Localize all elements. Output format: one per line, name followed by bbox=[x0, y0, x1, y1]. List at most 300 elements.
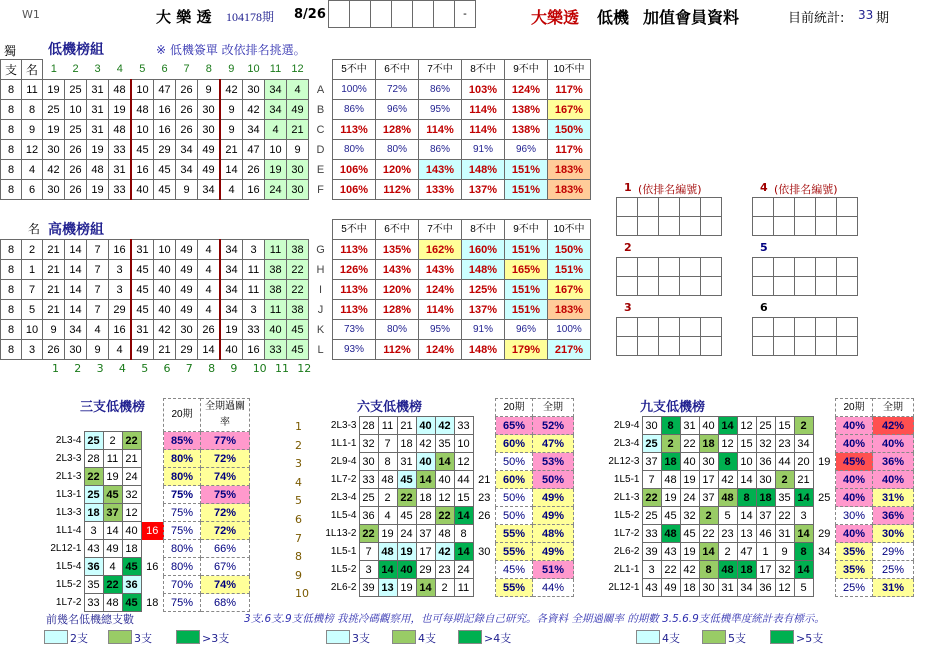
number-cell: 48 bbox=[718, 489, 737, 507]
grid-number: 29 bbox=[154, 140, 176, 160]
input-box[interactable] bbox=[392, 1, 413, 28]
row-letter: B bbox=[316, 103, 325, 116]
low-rank-table bbox=[317, 398, 574, 597]
row-label: 1L1-1 bbox=[330, 437, 357, 449]
number-cell: 14 bbox=[794, 525, 813, 543]
number-cell: 34 bbox=[794, 435, 813, 453]
pct-cell: 183% bbox=[548, 300, 591, 320]
spacer bbox=[397, 399, 416, 417]
pct-cell: 167% bbox=[548, 280, 591, 300]
grid-number: 29 bbox=[176, 340, 198, 360]
number-cell: 8 bbox=[661, 417, 680, 435]
footer-right-note: 3支.6支.9支低機榜 我挑冷碼觀察用，也可每期記錄自己研究。各資料 全期過關率 的期數 3.5.6.9支低機準度統計表有標示。 bbox=[244, 613, 825, 625]
pct-cell: 167% bbox=[548, 100, 591, 120]
pct-header: 8不中 bbox=[462, 220, 505, 240]
input-box[interactable] bbox=[434, 1, 455, 28]
pick-box-cell bbox=[774, 198, 795, 217]
row-letter: J bbox=[317, 303, 324, 316]
table-title: 六支低機榜 bbox=[357, 400, 423, 415]
number-cell: 22 bbox=[661, 561, 680, 579]
pct-all: 74% bbox=[201, 468, 250, 486]
number-cell: 42 bbox=[435, 417, 454, 435]
extra-count bbox=[141, 504, 164, 522]
grid-number: 10 bbox=[131, 120, 154, 140]
legend-swatch bbox=[392, 630, 416, 644]
pct-20: 65% bbox=[496, 417, 533, 435]
pct-header: 10不中 bbox=[548, 220, 591, 240]
pct-cell: 114% bbox=[419, 300, 462, 320]
grid-number: 33 bbox=[109, 180, 132, 200]
pick-box-number: 1 bbox=[624, 181, 632, 194]
label-solo: 獨 bbox=[4, 44, 17, 58]
title-member: 加值會員資料 bbox=[643, 8, 740, 27]
extra-count: 25 bbox=[818, 491, 831, 504]
row-rank: 3 bbox=[22, 340, 43, 360]
grid-number: 26 bbox=[243, 160, 265, 180]
grid-row bbox=[1, 260, 591, 280]
pick-box-cell bbox=[753, 217, 774, 236]
rank-number: 2 bbox=[295, 438, 302, 452]
number-cell: 32 bbox=[359, 435, 378, 453]
rank-number: 8 bbox=[295, 550, 302, 564]
number-cell: 30 bbox=[756, 471, 775, 489]
input-box[interactable] bbox=[371, 1, 392, 28]
number-cell: 32 bbox=[775, 561, 794, 579]
pct-cell: 151% bbox=[505, 280, 548, 300]
number-cell: 49 bbox=[661, 579, 680, 597]
grid-number: 9 bbox=[220, 100, 243, 120]
row-letter: I bbox=[318, 283, 323, 296]
pct-cell: 80% bbox=[376, 320, 419, 340]
number-cell: 14 bbox=[794, 489, 813, 507]
number-cell: 35 bbox=[84, 576, 103, 594]
pct-all: 40% bbox=[873, 435, 914, 453]
row-label: 1L5-1 bbox=[330, 545, 357, 557]
grid-number: 9 bbox=[87, 340, 109, 360]
grid-number: 25 bbox=[65, 80, 87, 100]
pct-all: 68% bbox=[201, 594, 250, 612]
pct-cell: 80% bbox=[333, 140, 376, 160]
pct-cell: 124% bbox=[505, 80, 548, 100]
grid-number: 31 bbox=[87, 80, 109, 100]
grid-number: 34 bbox=[243, 120, 265, 140]
number-cell: 48 bbox=[661, 471, 680, 489]
number-cell: 2 bbox=[794, 417, 813, 435]
table-row bbox=[40, 558, 250, 576]
pick-box-cell bbox=[617, 277, 638, 296]
pick-box-number: 6 bbox=[760, 301, 768, 314]
number-cell: 14 bbox=[416, 471, 435, 489]
pct-header: 9不中 bbox=[505, 220, 548, 240]
grid-number: 26 bbox=[198, 320, 221, 340]
grid-number: 49 bbox=[131, 340, 154, 360]
number-cell: 18 bbox=[84, 504, 103, 522]
grid-number: 34 bbox=[176, 140, 198, 160]
number-cell: 19 bbox=[680, 543, 699, 561]
pct-cell: 133% bbox=[419, 180, 462, 200]
row-count: 8 bbox=[1, 260, 22, 280]
number-cell: 33 bbox=[642, 525, 661, 543]
pct-20: 70% bbox=[164, 576, 201, 594]
extra-count: 26 bbox=[478, 509, 491, 522]
grid-number: 14 bbox=[65, 300, 87, 320]
pick-box-cell bbox=[617, 337, 638, 356]
table-title: 九支低機榜 bbox=[640, 400, 706, 415]
grid-number: 34 bbox=[220, 240, 243, 260]
table-row bbox=[317, 543, 574, 561]
pct-cell: 138% bbox=[505, 120, 548, 140]
grid-number: 16 bbox=[131, 160, 154, 180]
number-cell: 19 bbox=[397, 543, 416, 561]
pct-20: 45% bbox=[836, 453, 873, 471]
grid-number: 3 bbox=[109, 280, 132, 300]
pick-box-number: 2 bbox=[624, 241, 632, 254]
number-cell: 14 bbox=[718, 417, 737, 435]
number-cell: 12 bbox=[122, 504, 141, 522]
pct-cell: 113% bbox=[333, 280, 376, 300]
number-cell: 30 bbox=[699, 579, 718, 597]
grid-number: 34 bbox=[65, 320, 87, 340]
number-cell: 19 bbox=[103, 468, 122, 486]
high-grid-table bbox=[0, 219, 591, 360]
pct-all: 47% bbox=[533, 435, 574, 453]
high-group-title: 高機榜組 bbox=[48, 222, 104, 238]
number-cell: 23 bbox=[435, 561, 454, 579]
table-header-row bbox=[317, 399, 574, 417]
input-box[interactable] bbox=[350, 1, 371, 28]
extra-count bbox=[141, 486, 164, 504]
number-cell: 14 bbox=[435, 453, 454, 471]
number-cell: 14 bbox=[699, 543, 718, 561]
pct-20: 40% bbox=[836, 525, 873, 543]
number-cell: 18 bbox=[397, 435, 416, 453]
pick-box-cell bbox=[837, 258, 858, 277]
input-box-dash[interactable]: - bbox=[455, 1, 476, 28]
grid-number: 25 bbox=[65, 120, 87, 140]
pick-box-row bbox=[617, 337, 722, 356]
pick-box-cell bbox=[680, 277, 701, 296]
number-cell: 40 bbox=[416, 453, 435, 471]
pick-box-label: (依排名編號) bbox=[774, 183, 838, 196]
row-label: 1L5-2 bbox=[613, 509, 640, 521]
low-rank-table bbox=[40, 398, 250, 612]
spacer bbox=[309, 220, 333, 240]
number-cell: 42 bbox=[416, 435, 435, 453]
extra-count: 21 bbox=[478, 473, 491, 486]
col-number: 5 bbox=[141, 362, 149, 375]
pct-cell: 151% bbox=[505, 180, 548, 200]
number-cell: 28 bbox=[416, 507, 435, 525]
grid-number: 47 bbox=[243, 140, 265, 160]
pct-all: 48% bbox=[533, 525, 574, 543]
number-cell: 48 bbox=[661, 525, 680, 543]
grid-number: 26 bbox=[65, 140, 87, 160]
number-cell: 48 bbox=[718, 561, 737, 579]
col-header-all: 全期過關率 bbox=[201, 399, 250, 432]
number-cell: 20 bbox=[794, 453, 813, 471]
grid-number: 21 bbox=[43, 300, 65, 320]
pct-20: 75% bbox=[164, 486, 201, 504]
spacer bbox=[600, 399, 642, 417]
pct-20: 80% bbox=[164, 540, 201, 558]
pct-all: 67% bbox=[201, 558, 250, 576]
grid-number: 26 bbox=[176, 100, 198, 120]
pct-cell: 151% bbox=[505, 300, 548, 320]
number-cell: 45 bbox=[661, 507, 680, 525]
number-cell: 39 bbox=[359, 579, 378, 597]
pick-box-row bbox=[753, 258, 858, 277]
pick-box-cell bbox=[680, 198, 701, 217]
extra-count bbox=[141, 432, 164, 450]
col-number: 11 bbox=[275, 362, 289, 375]
row-count: 8 bbox=[1, 320, 22, 340]
grid-number: 19 bbox=[109, 100, 132, 120]
row-rank: 7 bbox=[22, 280, 43, 300]
row-label: 2L1-3 bbox=[613, 491, 640, 503]
number-cell: 48 bbox=[378, 471, 397, 489]
row-label: 2L3-3 bbox=[330, 419, 357, 431]
number-cell: 32 bbox=[680, 507, 699, 525]
spacer bbox=[359, 399, 378, 417]
number-cell: 14 bbox=[378, 561, 397, 579]
extra-count bbox=[813, 471, 836, 489]
spacer bbox=[65, 220, 87, 240]
pct-cell: 124% bbox=[419, 280, 462, 300]
spacer bbox=[43, 220, 65, 240]
row-rank: 11 bbox=[22, 80, 43, 100]
col-number: 8 bbox=[208, 362, 216, 375]
spacer bbox=[794, 399, 813, 417]
number-cell: 32 bbox=[756, 435, 775, 453]
pick-box-number: 5 bbox=[760, 241, 768, 254]
stat-unit: 期 bbox=[876, 11, 890, 26]
grid-number: 30 bbox=[176, 320, 198, 340]
row-label: 1L5-2 bbox=[330, 563, 357, 575]
draw-date: 8/26 bbox=[294, 7, 326, 22]
grid-number: 34 bbox=[220, 260, 243, 280]
input-box[interactable] bbox=[329, 1, 350, 28]
row-rank: 4 bbox=[22, 160, 43, 180]
pct-cell: 114% bbox=[419, 120, 462, 140]
pct-cell: 120% bbox=[376, 280, 419, 300]
number-cell: 31 bbox=[397, 453, 416, 471]
grid-number: 45 bbox=[131, 140, 154, 160]
pick-box-cell bbox=[837, 217, 858, 236]
row-label: 1L13-2 bbox=[325, 527, 357, 539]
number-cell: 14 bbox=[416, 579, 435, 597]
legend-label: >4支 bbox=[484, 632, 512, 645]
legend-label: >3支 bbox=[202, 632, 230, 645]
number-cell: 2 bbox=[378, 489, 397, 507]
grid-number: 34 bbox=[220, 300, 243, 320]
pct-cell: 95% bbox=[419, 100, 462, 120]
spacer bbox=[699, 399, 718, 417]
grid-number: 26 bbox=[176, 80, 198, 100]
number-cell: 37 bbox=[416, 525, 435, 543]
extra-count bbox=[473, 417, 496, 435]
grid-number: 42 bbox=[243, 100, 265, 120]
extra-count: 16 bbox=[146, 560, 159, 573]
number-cell: 45 bbox=[103, 486, 122, 504]
pct-all: 66% bbox=[201, 540, 250, 558]
grid-number: 21 bbox=[43, 240, 65, 260]
pick-box-cell bbox=[680, 337, 701, 356]
number-cell: 40 bbox=[397, 561, 416, 579]
row-letter: A bbox=[316, 83, 325, 96]
grid-number: 19 bbox=[87, 140, 109, 160]
number-cell: 12 bbox=[435, 489, 454, 507]
spacer bbox=[435, 399, 454, 417]
row-rank: 5 bbox=[22, 300, 43, 320]
pick-box-cell bbox=[774, 337, 795, 356]
pick-box-cell bbox=[701, 337, 722, 356]
table-row bbox=[40, 540, 250, 558]
table-row bbox=[317, 471, 574, 489]
number-cell: 2 bbox=[718, 543, 737, 561]
grid-number: 16 bbox=[154, 120, 176, 140]
pick-box-cell bbox=[638, 318, 659, 337]
number-cell: 34 bbox=[737, 579, 756, 597]
col-number: 12 bbox=[291, 63, 304, 76]
col-number: 12 bbox=[297, 362, 312, 375]
grid-number: 40 bbox=[154, 280, 176, 300]
number-cell: 2 bbox=[435, 579, 454, 597]
pick-box-cell bbox=[816, 277, 837, 296]
grid-number: 30 bbox=[43, 180, 65, 200]
table-row bbox=[600, 579, 914, 597]
col-header-20: 20期 bbox=[836, 399, 873, 417]
grid-number: 26 bbox=[65, 180, 87, 200]
grid-number: 21 bbox=[43, 280, 65, 300]
pct-cell: 112% bbox=[376, 180, 419, 200]
grid-number: 4 bbox=[198, 240, 221, 260]
col-header-count: 支 bbox=[1, 60, 22, 80]
spacer bbox=[680, 399, 699, 417]
extra-count bbox=[813, 435, 836, 453]
pick-box-cell bbox=[617, 258, 638, 277]
number-cell: 23 bbox=[775, 435, 794, 453]
pick-box-cell bbox=[701, 198, 722, 217]
spacer bbox=[103, 399, 122, 432]
number-cell: 5 bbox=[718, 507, 737, 525]
pct-cell: 128% bbox=[376, 120, 419, 140]
number-cell: 15 bbox=[737, 435, 756, 453]
pick-box-cell bbox=[753, 277, 774, 296]
grid-number: 19 bbox=[265, 160, 287, 180]
pick-box-cell bbox=[659, 217, 680, 236]
grid-number: 33 bbox=[243, 320, 265, 340]
pct-20: 40% bbox=[836, 489, 873, 507]
grid-number: 4 bbox=[198, 280, 221, 300]
number-cell: 7 bbox=[378, 435, 397, 453]
extra-count bbox=[141, 450, 164, 468]
spacer bbox=[40, 399, 84, 432]
pct-20: 25% bbox=[836, 579, 873, 597]
pct-20: 40% bbox=[836, 471, 873, 489]
table-row bbox=[600, 507, 914, 525]
number-cell: 19 bbox=[661, 489, 680, 507]
pct-cell: 91% bbox=[462, 140, 505, 160]
number-cell: 18 bbox=[699, 435, 718, 453]
grid-row bbox=[1, 180, 591, 200]
grid-number: 26 bbox=[65, 160, 87, 180]
spacer bbox=[775, 399, 794, 417]
pct-20: 55% bbox=[496, 525, 533, 543]
grid-number: 14 bbox=[198, 340, 221, 360]
grid-number: 9 bbox=[220, 120, 243, 140]
grid-number: 11 bbox=[243, 280, 265, 300]
row-label: 2L9-4 bbox=[330, 455, 357, 467]
pct-cell: 93% bbox=[333, 340, 376, 360]
number-cell: 11 bbox=[454, 579, 473, 597]
pct-all: 49% bbox=[533, 489, 574, 507]
spacer bbox=[756, 399, 775, 417]
legend-swatch bbox=[636, 630, 660, 644]
pct-all: 51% bbox=[533, 561, 574, 579]
number-cell: 15 bbox=[454, 489, 473, 507]
grid-number: 49 bbox=[198, 140, 221, 160]
pick-box-grid bbox=[616, 197, 722, 236]
pct-header: 7不中 bbox=[419, 220, 462, 240]
pick-box-cell bbox=[638, 198, 659, 217]
number-cell: 36 bbox=[756, 453, 775, 471]
pick-box-row bbox=[753, 277, 858, 296]
grid-number: 34 bbox=[220, 280, 243, 300]
pick-box-cell bbox=[795, 198, 816, 217]
pick-box-cell bbox=[837, 277, 858, 296]
pct-20: 80% bbox=[164, 558, 201, 576]
number-cell: 25 bbox=[84, 432, 103, 450]
pick-box-cell bbox=[701, 277, 722, 296]
spacer bbox=[473, 399, 496, 417]
spacer bbox=[243, 220, 265, 240]
col-header-all: 全期 bbox=[533, 399, 574, 417]
low-rank-table bbox=[600, 398, 914, 597]
number-cell: 44 bbox=[775, 453, 794, 471]
pct-cell: 165% bbox=[505, 260, 548, 280]
grid-row bbox=[1, 340, 591, 360]
grid-number: 30 bbox=[287, 180, 309, 200]
number-cell: 10 bbox=[737, 453, 756, 471]
main-grid-table bbox=[0, 59, 591, 200]
row-label: 2L1-3 bbox=[55, 470, 82, 482]
col-number: 10 bbox=[247, 63, 260, 76]
number-cell: 22 bbox=[84, 468, 103, 486]
pct-cell: 217% bbox=[548, 340, 591, 360]
number-cell: 12 bbox=[718, 435, 737, 453]
row-label: 1L5-1 bbox=[613, 473, 640, 485]
grid-number: 9 bbox=[287, 140, 309, 160]
legend-label: 4支 bbox=[662, 632, 680, 645]
row-label: 1L3-1 bbox=[55, 488, 82, 500]
legend-label: 3支 bbox=[134, 632, 152, 645]
pct-cell: 143% bbox=[376, 260, 419, 280]
row-label: 2L12-1 bbox=[50, 542, 82, 554]
grid-number: 31 bbox=[131, 240, 154, 260]
number-cell: 40 bbox=[435, 471, 454, 489]
pct-header: 8不中 bbox=[462, 60, 505, 80]
number-cell: 8 bbox=[737, 489, 756, 507]
pick-box-grid bbox=[752, 197, 858, 236]
grid-number: 31 bbox=[87, 120, 109, 140]
row-label: 2L12-1 bbox=[608, 581, 640, 593]
row-label: 2L1-1 bbox=[613, 563, 640, 575]
number-cell: 3 bbox=[794, 507, 813, 525]
pick-box-cell bbox=[680, 217, 701, 236]
input-box[interactable] bbox=[413, 1, 434, 28]
col-number: 6 bbox=[163, 362, 171, 375]
number-cell: 23 bbox=[718, 525, 737, 543]
